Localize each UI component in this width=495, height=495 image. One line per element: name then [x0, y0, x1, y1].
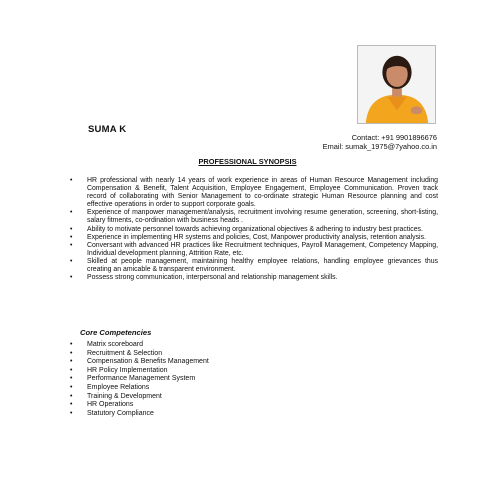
synopsis-item	[70, 274, 438, 282]
synopsis-item	[70, 242, 438, 258]
competency-item	[70, 350, 209, 359]
synopsis-item	[70, 177, 438, 209]
bullet-icon: •	[70, 209, 73, 217]
bullet-icon: •	[70, 409, 73, 417]
synopsis-item	[70, 226, 438, 234]
competency-item	[70, 393, 209, 402]
synopsis-item-text: Experience of manpower management/analysis, recruitment involving resume generation, screening, short-listing, salary fitments, co-ordination with business heads .	[87, 209, 438, 225]
competency-item-text: Statutory Compliance	[87, 409, 154, 417]
bullet-icon: •	[70, 225, 73, 233]
competency-item-text: Recruitment & Selection	[87, 349, 163, 357]
synopsis-item-text: Skilled at people management, maintaining healthy employee relations, handling employee grievances thus creating an amicable & transparent environment.	[87, 257, 438, 274]
bullet-icon: •	[70, 274, 73, 282]
bullet-icon: •	[70, 177, 73, 184]
synopsis-item-text: Ability to motivate personnel towards achieving organizational objectives & adhering to industry best practices.	[87, 225, 423, 233]
bullet-icon: •	[70, 349, 73, 357]
competency-item	[70, 341, 209, 350]
competency-item-text: Performance Management System	[87, 375, 196, 383]
competency-item-text: Training & Development	[87, 392, 162, 400]
synopsis-item-text: Experience in implementing HR systems and policies, Cost, Manpower productivity analysis, retention analysis.	[87, 233, 426, 241]
contact-email: Email: sumak_1975@7yahoo.co.in	[322, 142, 437, 151]
competency-item	[70, 401, 209, 410]
bullet-icon: •	[70, 383, 73, 391]
bullet-icon: •	[70, 392, 73, 400]
bullet-icon: •	[70, 233, 73, 241]
synopsis-item-text: HR professional with nearly 14 years of work experience in areas of Human Resource Management including Compensation & Benefit, Talent Acquisition, Employee Engagement, Employee Communication. Proven track record of collaborating with Senior Management to co-ordinate strategic Human Resource planning and cost effective operations in order to support corporate goals.	[87, 177, 438, 209]
competency-item	[70, 384, 209, 393]
profile-photo	[357, 45, 436, 124]
synopsis-item	[70, 258, 438, 274]
competency-item-text: HR Policy Implementation	[87, 366, 168, 374]
bullet-icon: •	[70, 401, 73, 409]
synopsis-item-text: Conversant with advanced HR practices like Recruitment techniques, Payroll Management, Competency Mapping, Individual development planning, Attrition Rate, etc.	[87, 241, 438, 257]
bullet-icon: •	[70, 257, 73, 265]
competency-item-text: Employee Relations	[87, 383, 150, 391]
core-competencies-heading: Core Competencies	[80, 328, 152, 337]
synopsis-item	[70, 234, 438, 242]
bullet-icon: •	[70, 241, 73, 249]
core-competencies-list	[70, 341, 209, 418]
competency-item-text: HR Operations	[87, 401, 134, 409]
bullet-icon: •	[70, 366, 73, 374]
contact-block	[323, 133, 437, 151]
person-portrait-icon	[358, 46, 435, 123]
competency-item	[70, 358, 209, 367]
synopsis-item-text: Possess strong communication, interpersonal and relationship management skills.	[87, 274, 338, 282]
bullet-icon: •	[70, 358, 73, 366]
competency-item-text: Matrix scoreboard	[87, 341, 144, 348]
synopsis-item	[70, 209, 438, 225]
competency-item	[70, 410, 209, 419]
bullet-icon: •	[70, 375, 73, 383]
professional-synopsis-heading: PROFESSIONAL SYNOPSIS	[198, 157, 297, 166]
competency-item-text: Compensation & Benefits Management	[87, 358, 209, 366]
synopsis-list	[70, 177, 438, 282]
contact-phone: Contact: +91 9901896676	[351, 133, 437, 142]
competency-item	[70, 367, 209, 376]
competency-item	[70, 375, 209, 384]
candidate-name: SUMA K	[88, 124, 127, 135]
bullet-icon: •	[70, 341, 73, 348]
